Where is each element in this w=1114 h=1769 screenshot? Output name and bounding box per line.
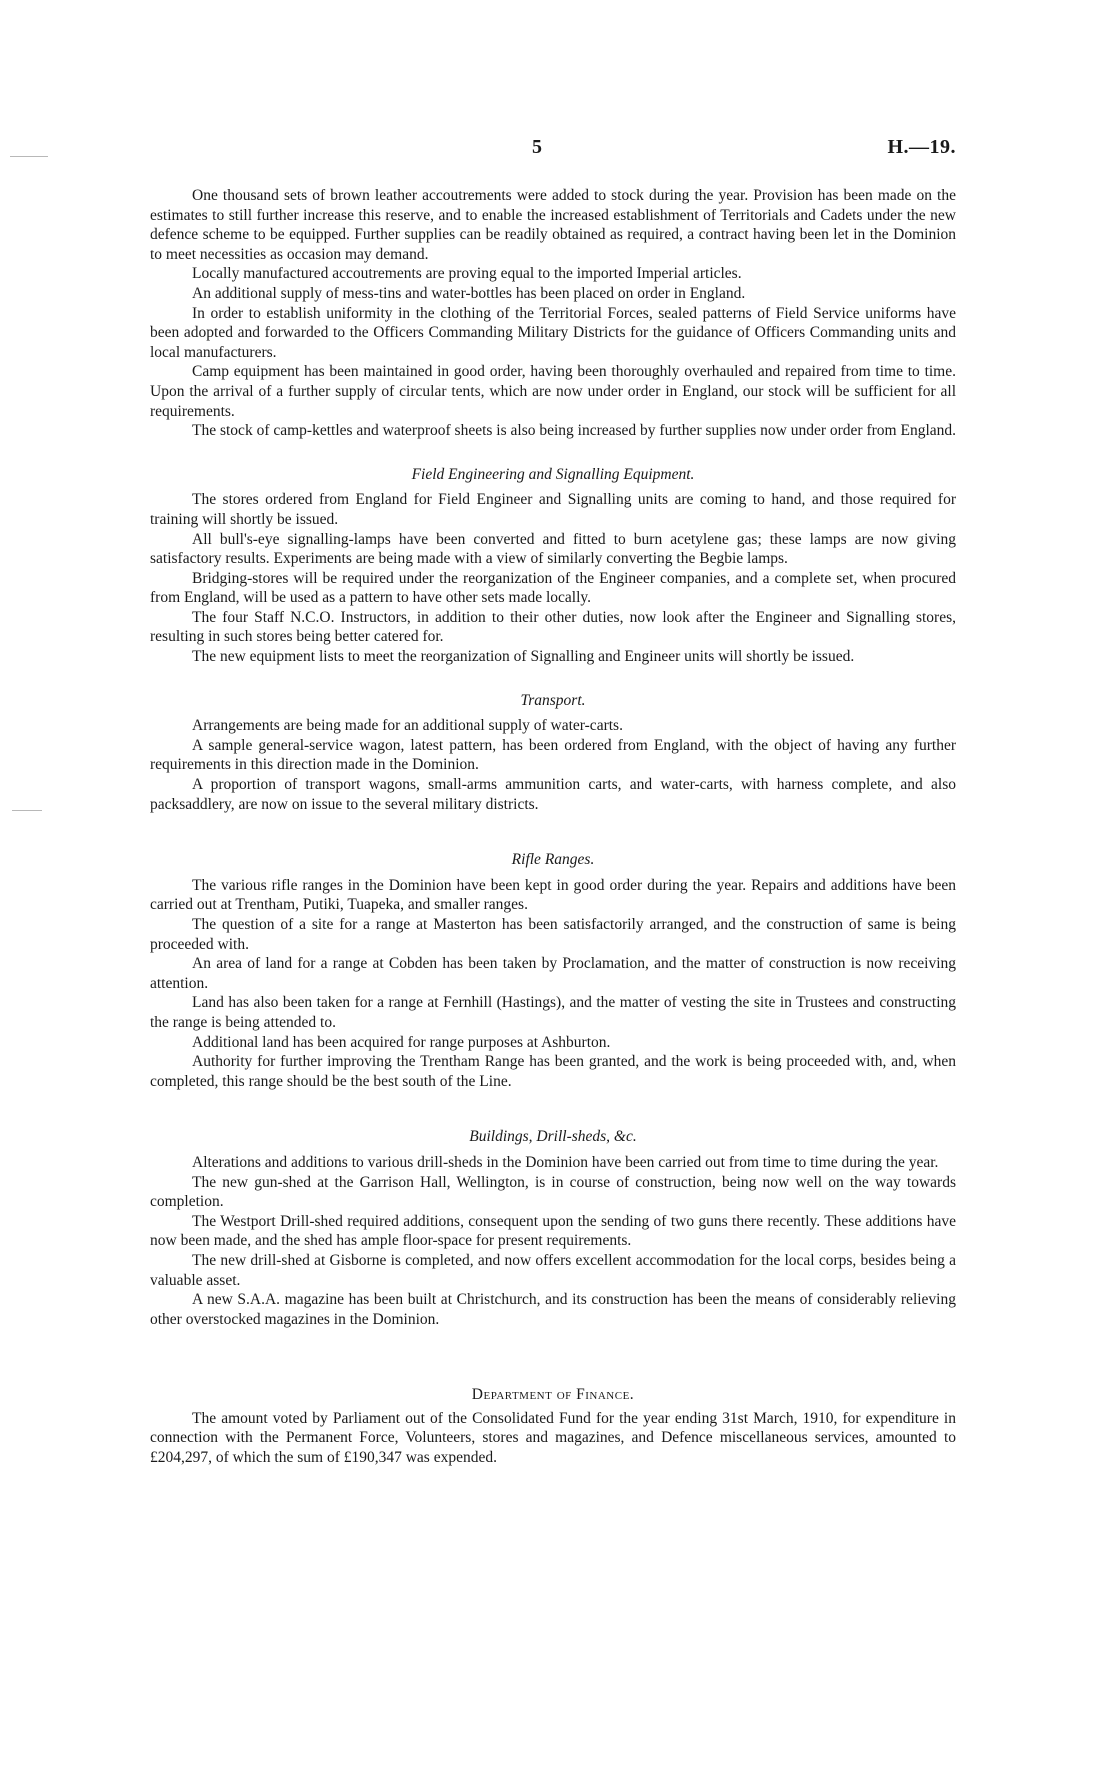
paragraph: Camp equipment has been maintained in good order, having been thoroughly overhauled and repaired from time to time. Upon the arrival of a further supply of circular tents, which are now under order in England, our stock will be sufficient for all requirements.: [150, 363, 956, 420]
intro-section: [150, 186, 956, 441]
scan-mark: [12, 810, 42, 811]
paragraph: All bull's-eye signalling-lamps have been converted and fitted to burn acetylene gas; these lamps are now giving satisfactory results. Experiments are being made with a view of similarly converting the Begbie lamps.: [150, 530, 956, 568]
paragraph: Authority for further improving the Trentham Range has been granted, and the work is being proceeded with, and, when completed, this range should be the best south of the Line.: [150, 1053, 956, 1090]
section-heading: Buildings, Drill-sheds, &c.: [469, 1128, 637, 1146]
section-transport: [150, 691, 956, 815]
paragraph: The new drill-shed at Gisborne is completed, and now offers excellent accommodation for the local corps, besides being a valuable asset.: [150, 1251, 956, 1289]
paragraph: The amount voted by Parliament out of the Consolidated Fund for the year ending 31st March, 1910, for expenditure in connection with the Permanent Force, Volunteers, stores and magazines, and Defence miscellaneous services, amounted to £204,297, of which the sum of £190,347 was expended.: [150, 1409, 956, 1467]
paragraph: Alterations and additions to various drill-sheds in the Dominion have been carried out from time to time during the year.: [192, 1153, 939, 1171]
document-body: [150, 186, 956, 1468]
paragraph: The new equipment lists to meet the reorganization of Signalling and Engineer units will shortly be issued.: [192, 648, 855, 666]
section-buildings: [150, 1127, 956, 1329]
section-department-of-finance: [150, 1385, 956, 1467]
section-heading: Transport.: [520, 691, 586, 709]
page-number: 5: [532, 136, 542, 158]
paragraph: The stock of camp-kettles and waterproof sheets is also being increased by further supplies now under order from England.: [192, 422, 957, 440]
paragraph: An additional supply of mess-tins and water-bottles has been placed on order in England.: [192, 284, 746, 302]
paragraph: The Westport Drill-shed required additions, consequent upon the sending of two guns there recently. These additions have now been made, and the shed has ample floor-space for present requirements.: [150, 1212, 956, 1250]
paragraph: Bridging-stores will be required under the reorganization of the Engineer companies, and a complete set, when procured from England, will be used as a pattern to have other sets made locally.: [150, 569, 956, 607]
paragraph: A proportion of transport wagons, small-arms ammunition carts, and water-carts, with harness complete, and also packsaddlery, are now on issue to the several military districts.: [150, 776, 956, 813]
scan-mark: [10, 156, 48, 157]
paragraph: In order to establish uniformity in the clothing of the Territorial Forces, sealed patterns of Field Service uniforms have been adopted and forwarded to the Officers Commanding Military Districts for the guidance of Officers Commanding units and local manufacturers.: [150, 304, 956, 361]
section-heading: Field Engineering and Signalling Equipment.: [411, 465, 695, 483]
paragraph: A sample general-service wagon, latest pattern, has been ordered from England, with the object of having any further requirements in this direction made in the Dominion.: [150, 736, 956, 774]
paragraph: One thousand sets of brown leather accoutrements were added to stock during the year. Provision has been made on the estimates to still further increase this reserve, and to enable the increased establishment of Territorials and Cadets under the new defence scheme to be equipped. Further supplies can be readily obtained as required, a contract having been let in the Dominion to meet necessities as occasion may demand.: [150, 187, 956, 263]
paragraph: Arrangements are being made for an additional supply of water-carts.: [192, 717, 623, 735]
page-header: [150, 136, 956, 162]
section-heading: Rifle Ranges.: [511, 851, 595, 869]
paragraph: The various rifle ranges in the Dominion have been kept in good order during the year. Repairs and additions have been carried out at Trentham, Putiki, Tuapeka, and smaller ranges.: [150, 876, 956, 914]
department-heading: Department of Finance.: [471, 1386, 635, 1404]
paragraph: A new S.A.A. magazine has been built at Christchurch, and its construction has been the means of considerably relieving other overstocked magazines in the Dominion.: [150, 1291, 956, 1328]
paragraph: An area of land for a range at Cobden has been taken by Proclamation, and the matter of construction is now receiving attention.: [150, 955, 956, 992]
section-rifle-ranges: [150, 850, 956, 1091]
document-reference: H.—19.: [887, 136, 956, 158]
paragraph: The question of a site for a range at Masterton has been satisfactorily arranged, and the construction of same is being proceeded with.: [150, 916, 956, 953]
paragraph: The stores ordered from England for Field Engineer and Signalling units are coming to hand, and those required for training will shortly be issued.: [150, 491, 956, 528]
paragraph: Locally manufactured accoutrements are proving equal to the imported Imperial articles.: [192, 265, 742, 283]
paragraph: The four Staff N.C.O. Instructors, in addition to their other duties, now look after the Engineer and Signalling stores, resulting in such stores being better catered for.: [150, 608, 956, 646]
paragraph: The new gun-shed at the Garrison Hall, Wellington, is in course of construction, being now well on the way towards completion.: [150, 1173, 956, 1211]
paragraph: Land has also been taken for a range at Fernhill (Hastings), and the matter of vesting the site in Trustees and constructing the range is being attended to.: [150, 994, 956, 1031]
paragraph: Additional land has been acquired for range purposes at Ashburton.: [192, 1033, 611, 1051]
section-field-engineering: [150, 465, 956, 667]
